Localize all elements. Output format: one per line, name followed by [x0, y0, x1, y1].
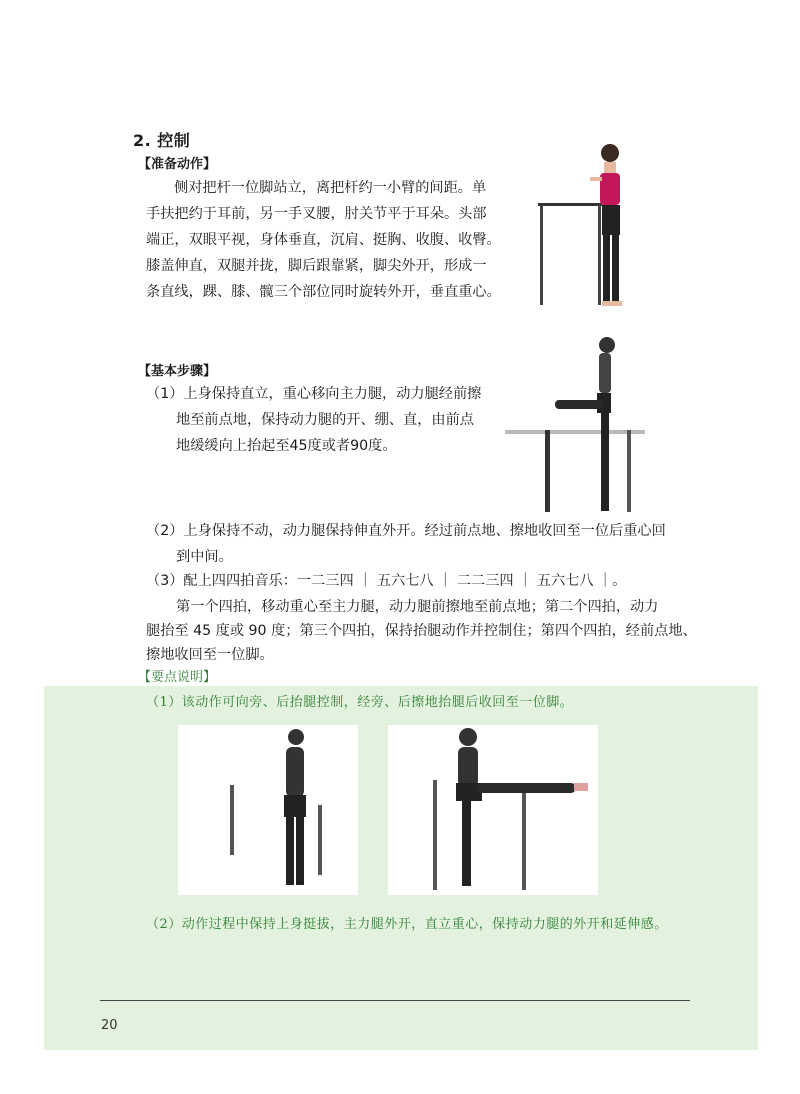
- prep-tag: 【准备动作】: [138, 157, 217, 172]
- prep-line-5: 条直线，踝、膝、髋三个部位同时旋转外开，垂直重心。: [146, 284, 501, 300]
- prep-line-1: 侧对把杆一位脚站立，离把杆约一小臂的间距。单: [174, 180, 487, 196]
- step2-line-2: 到中间。: [176, 549, 233, 565]
- keypoint-1: （1）该动作可向旁、后抬腿控制，经旁、后擦地抬腿后收回至一位脚。: [146, 695, 574, 710]
- section-title: 2. 控制: [133, 131, 191, 150]
- dancer-side-photo-2: [388, 725, 598, 895]
- step3-line-1: （3）配上四四拍音乐：一二三四 ｜ 五六七八 ｜ 二二三四 ｜ 五六七八 ｜。: [146, 573, 627, 589]
- step2-line-1: （2）上身保持不动，动力腿保持伸直外开。经过前点地、擦地收回至一位后重心回: [146, 523, 666, 539]
- steps-tag: 【基本步骤】: [138, 364, 217, 379]
- step-detail-line-2: 腿抬至 45 度或 90 度；第三个四拍，保持抬腿动作并控制住；第四个四拍，经前点地、: [146, 623, 697, 639]
- step1-line-2: 地至前点地，保持动力腿的开、绷、直，由前点: [176, 412, 474, 428]
- keypoint-2: （2）动作过程中保持上身挺拔，主力腿外开，直立重心，保持动力腿的外开和延伸感。: [146, 917, 668, 932]
- prep-line-4: 膝盖伸直，双腿并拢，脚后跟靠紧，脚尖外开，形成一: [146, 258, 487, 274]
- dancer-barre-photo: [520, 135, 650, 320]
- prep-line-2: 手扶把约于耳前，另一手叉腰，肘关节平于耳朵。头部: [146, 206, 487, 222]
- dancer-side-photo-1: [178, 725, 358, 895]
- prep-line-3: 端正，双眼平视，身体垂直，沉肩、挺胸、收腹、收臀。: [146, 232, 501, 248]
- keypoints-tag: 【要点说明】: [138, 670, 217, 685]
- footer-rule: [100, 1000, 690, 1001]
- step1-line-3: 地缓缓向上抬起至45度或者90度。: [176, 438, 397, 454]
- dancer-leg-raise-photo: [505, 335, 655, 515]
- step1-line-1: （1）上身保持直立，重心移向主力腿，动力腿经前擦: [146, 386, 482, 402]
- page-number: 20: [101, 1018, 118, 1033]
- step-detail-line-3: 擦地收回至一位脚。: [146, 647, 274, 663]
- step-detail-line-1: 第一个四拍，移动重心至主力腿，动力腿前擦地至前点地；第二个四拍，动力: [176, 599, 659, 615]
